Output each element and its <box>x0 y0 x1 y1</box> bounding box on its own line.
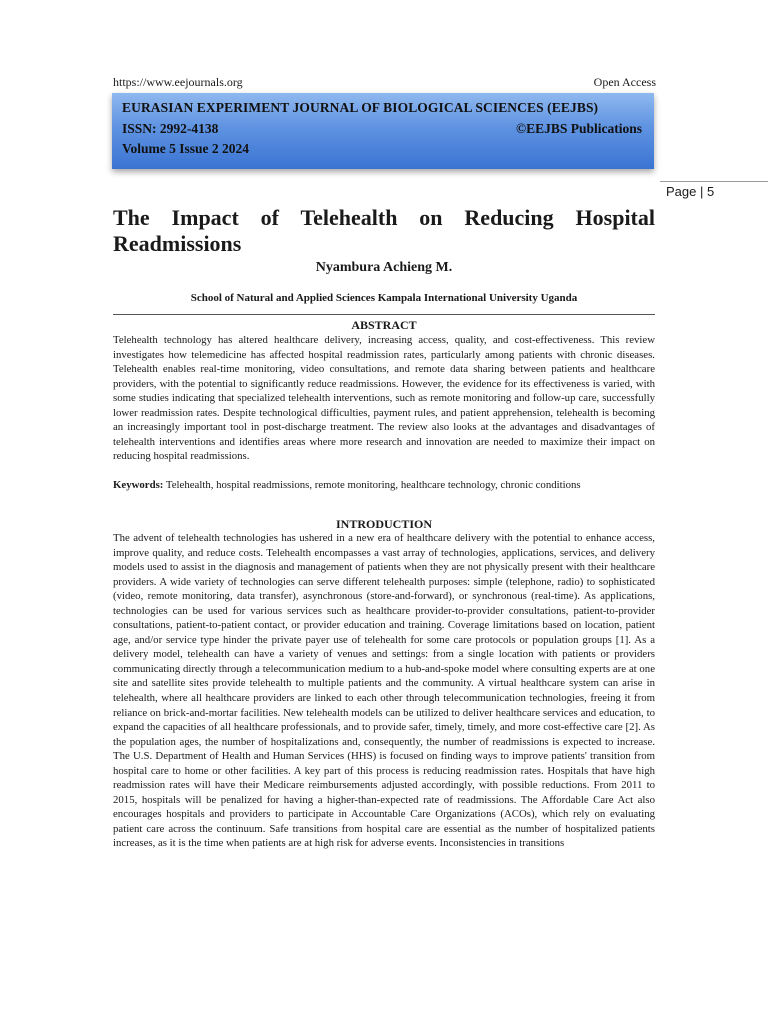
page-number: Page | 5 <box>666 184 715 199</box>
journal-banner <box>112 93 654 169</box>
article-author: Nyambura Achieng M. <box>315 260 453 275</box>
keywords-text: Telehealth, hospital readmissions, remote monitoring, healthcare technology, chronic conditions <box>165 479 581 491</box>
journal-publisher: ©EEJBS Publications <box>516 121 642 136</box>
author-affiliation: School of Natural and Applied Sciences Kampala International University Uganda <box>190 292 578 304</box>
abstract-text: Telehealth technology has altered healthcare delivery, increasing access, quality, and cost-effectiveness. This review investigates how telemedicine has affected hospital readmission rates, particularly among patients with chronic diseases. Telehealth enables real-time monitoring, video consultations, and remote data sharing between patients and healthcare providers, with the potential to significantly reduce readmissions. However, the evidence for its effectiveness is varied, with some studies indicating that specialized telehealth interventions, such as remote monitoring and follow-up care, successfully lower readmission rates. Despite technological difficulties, payment rules, and patient apprehension, telehealth is becoming an increasingly important tool in post-discharge treatment. The review also looks at the advantages and disadvantages of telehealth interventions and identifies areas where more research and innovation are needed to maximize their impact on reducing hospital readmissions. <box>113 334 655 463</box>
journal-url: https://www.eejournals.org <box>113 75 243 89</box>
keywords-label: Keywords: <box>113 479 164 491</box>
journal-issn: ISSN: 2992-4138 <box>122 121 219 136</box>
article-title: The Impact of Telehealth on Reducing Hospital Readmissions <box>113 205 655 256</box>
introduction-text: The advent of telehealth technologies has ushered in a new era of healthcare delivery with the potential to enhance access, improve quality, and reduce costs. Telehealth encompasses a vast array of technologies, applications, services, and delivery models used to assist in the diagnosis and management of patients when they are not physically present with their healthcare providers. A wide variety of technologies can serve different telehealth purposes: simple (telephone, radio) to sophisticated (video, remote monitoring, data transfer), asynchronous (store-and-forward), or synchronous (real-time). As applications, technologies can be used for various services such as healthcare provider-to-provider consultations, patient-to-provider consultations, patient-to-patient contact, or provider education and training. Coverage limitations based on location, patient age, and/or service type hinder the private payer use of telehealth for some care protocols or population groups [1]. As a delivery model, telehealth can have a variety of venues and settings: from a single location with patients or providers communicating directly through a telecommunication medium to a hub-and-spoke model where consulting experts are at one site and satellite sites provide telehealth to multiple patients and the community. A virtual healthcare system can arise in telehealth, where all healthcare providers are linked to each other through telecommunication technologies, freeing it from reliance on brick-and-mortar facilities. New telehealth models can be utilized to deliver healthcare services and education, to expand the capacities of all healthcare professionals, and to provide safer, timely, timely, and more cost-effective care [2]. As the population ages, the number of hospitalizations and, consequently, the number of readmissions is expected to increase. The U.S. Department of Health and Human Services (HHS) is focused on finding ways to improve patients' transition from hospital care to home or other facilities. A key part of this process is reducing readmission rates. Hospitals that have high readmission rates will have their Medicare reimbursements adjusted accordingly, with possible reductions. From 2011 to 2015, hospitals will be penalized for having a higher-than-expected rate of readmissions. The Affordable Care Act also encourages hospitals and providers to participate in Accountable Care Organizations (ACOs), which rely on evaluating patient care across the continuum. Safe transitions from hospital care are essential as the number of hospitalized patients increases, as it is the time when patients are at high risk for adverse events. Inconsistencies in transitions <box>113 532 655 850</box>
open-access-label: Open Access <box>593 75 656 89</box>
introduction-heading: INTRODUCTION <box>335 517 432 531</box>
journal-volume: Volume 5 Issue 2 2024 <box>122 141 250 156</box>
keywords-line <box>113 477 655 493</box>
section-rule <box>113 314 655 315</box>
page-divider <box>660 181 768 182</box>
journal-name: EURASIAN EXPERIMENT JOURNAL OF BIOLOGICAL SCIENCES (EEJBS) <box>122 100 599 115</box>
abstract-heading: ABSTRACT <box>351 318 417 332</box>
